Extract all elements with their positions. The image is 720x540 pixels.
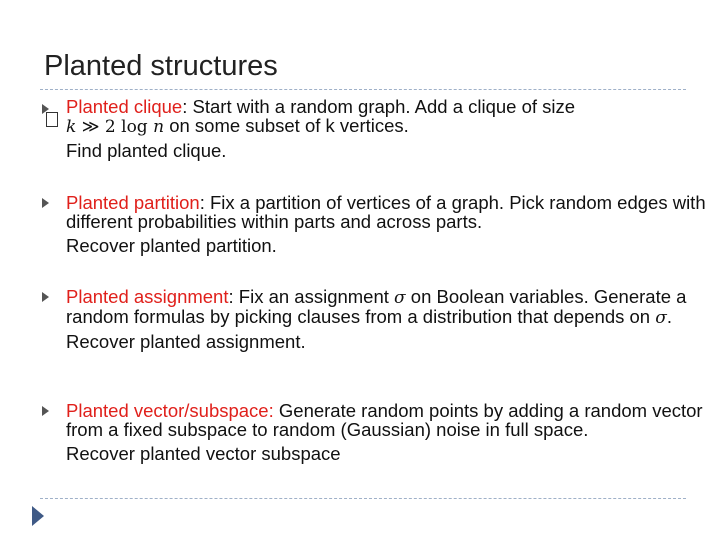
term-planted-partition: Planted partition [66, 192, 200, 213]
bullet-item-planted-clique [66, 98, 706, 161]
triangle-bullet-icon [42, 198, 49, 208]
footer-divider [40, 498, 686, 499]
item-text: : Fix a partition of vertices of a graph. Pick random edges with different probabilities within parts and across parts. [66, 192, 706, 232]
item-subtext: Recover planted partition. [66, 235, 277, 256]
term-planted-vector-subspace: Planted vector/subspace: [66, 400, 274, 421]
missing-glyph-icon [46, 112, 58, 127]
item-subtext: Find planted clique. [66, 140, 227, 161]
term-planted-clique: Planted clique [66, 96, 183, 117]
item-text: : Start with a random graph. Add a clique of size [182, 96, 576, 117]
math-sigma: σ [394, 288, 406, 308]
triangle-bullet-icon [42, 406, 49, 416]
bullet-item-planted-vector [66, 402, 706, 464]
item-text: . [666, 305, 672, 327]
item-text: Generate random points by adding a random vector from a fixed subspace to random (Gaussian) noise in full space. [66, 400, 703, 440]
item-subtext: Recover planted vector subspace [66, 443, 341, 464]
math-relation: ≫ 2 log [76, 116, 154, 137]
corner-arrow-icon [32, 506, 44, 526]
term-planted-assignment: Planted assignment [66, 286, 229, 307]
title-divider [40, 89, 686, 90]
triangle-bullet-icon [42, 292, 49, 302]
page-title: Planted structures [44, 50, 278, 82]
bullet-item-planted-assignment [66, 288, 706, 352]
math-sigma: σ [655, 307, 667, 328]
math-k: k [66, 116, 77, 137]
item-text: on Boolean variables. Generate a random formulas by picking clauses from a distribution that depends on [66, 286, 687, 327]
item-text: : Fix an assignment [228, 286, 395, 307]
bullet-item-planted-partition [66, 194, 706, 256]
item-text: on some subset of k vertices. [164, 114, 409, 136]
item-subtext: Recover planted assignment. [66, 331, 306, 352]
math-n: n [153, 116, 165, 137]
